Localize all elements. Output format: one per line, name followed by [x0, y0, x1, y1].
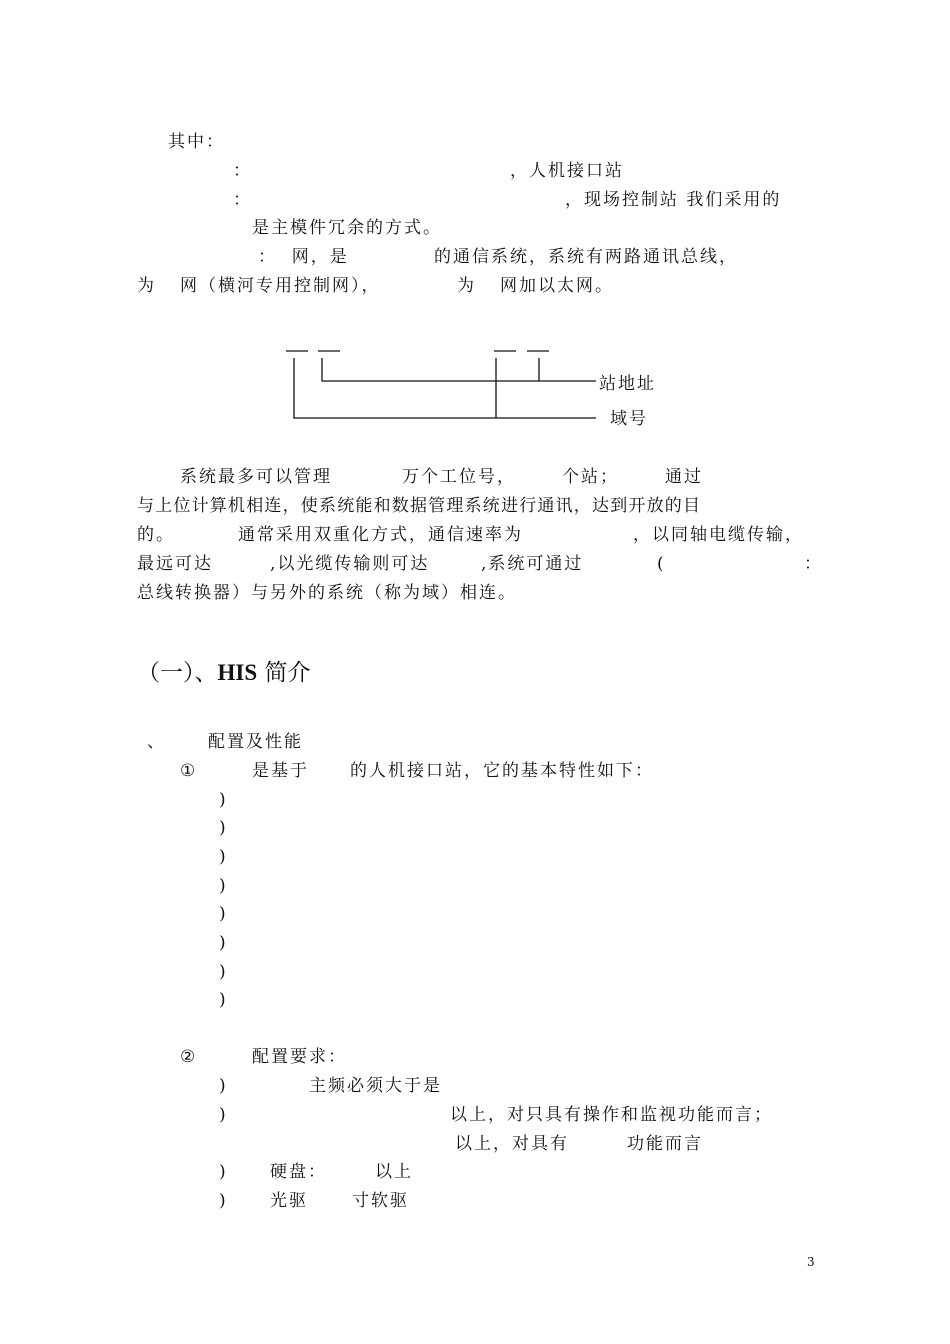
- sub1-paren-4: ): [219, 876, 228, 896]
- sub2-r5-b: 寸软驱: [352, 1191, 409, 1211]
- sub1-mark: 、: [147, 732, 166, 752]
- intro-line-6a: 为: [137, 276, 156, 296]
- intro-line-6b: 网（横河专用控制网），: [180, 276, 381, 296]
- intro-line-3-colon: ：: [233, 190, 252, 210]
- para2-e: 总线转换器）与另外的系统（称为域）相连。: [137, 583, 517, 603]
- intro-line-5b: 的通信系统，系统有两路通讯总线，: [434, 247, 738, 267]
- section-heading: [137, 659, 310, 687]
- sub2-r1-paren: ): [219, 1076, 228, 1096]
- sub2-r5-paren: ): [219, 1191, 228, 1211]
- sub2-r1-text: 主频必须大于是: [309, 1076, 442, 1096]
- intro-line-3-text: ，现场控制站 我们采用的: [565, 190, 782, 210]
- intro-line-2-colon: ：: [233, 161, 252, 181]
- sub1-item-a: 是基于: [252, 761, 309, 781]
- sub2-r5-a: 光驱: [270, 1191, 308, 1211]
- domain-bracket-line: [294, 358, 596, 418]
- para2-a4: 通过: [665, 467, 703, 487]
- sub1-item-b: 的人机接口站，它的基本特性如下：: [350, 761, 654, 781]
- para2-d4: (: [657, 554, 666, 574]
- para2-c1: 的。: [137, 525, 175, 545]
- domain-number-label: 域号: [610, 409, 648, 429]
- intro-line-6c: 为: [457, 276, 476, 296]
- sub1-paren-6: ): [219, 933, 228, 953]
- intro-line-2-text: ，人机接口站: [510, 161, 624, 181]
- para2-a3: 个站；: [562, 467, 619, 487]
- sub1-paren-2: ): [219, 818, 228, 838]
- section-suffix: 简介: [257, 660, 311, 686]
- station-address-label: 站地址: [599, 374, 656, 394]
- sub1-paren-8: ): [219, 990, 228, 1010]
- sub2-r3-text2: 功能而言: [627, 1134, 703, 1154]
- sub2-r2-paren: ): [219, 1105, 228, 1125]
- intro-line-5a: ： 网，是: [258, 247, 349, 267]
- sub1-paren-1: ): [219, 790, 228, 810]
- section-bold: HIS: [217, 660, 258, 685]
- section-prefix: （一）、: [137, 660, 218, 686]
- sub2-r4-a: 硬盘：: [270, 1162, 327, 1182]
- sub2-r4-b: 以上: [375, 1162, 413, 1182]
- sub1-title: 配置及性能: [208, 732, 303, 752]
- sub2-r4-paren: ): [219, 1162, 228, 1182]
- intro-line-6d: 网加以太网。: [500, 276, 614, 296]
- sub2-r2-text: 以上，对只具有操作和监视功能而言；: [450, 1105, 773, 1125]
- para2-d2: ,以光缆传输则可达: [270, 554, 430, 574]
- para2-a1: 系统最多可以管理: [180, 467, 332, 487]
- sub1-paren-3: ): [219, 847, 228, 867]
- sub1-paren-5: ): [219, 904, 228, 924]
- para2-d1: 最远可达: [137, 554, 213, 574]
- sub2-title: 配置要求：: [252, 1047, 347, 1067]
- page-number: 3: [807, 1255, 815, 1269]
- sub2-r3-text: 以上，对具有: [455, 1134, 569, 1154]
- intro-line-4: 是主模件冗余的方式。: [252, 218, 442, 238]
- para2-c3: ，以同轴电缆传输，: [633, 525, 804, 545]
- para2-c2: 通常采用双重化方式，通信速率为: [238, 525, 523, 545]
- para2-b: 与上位计算机相连，使系统能和数据管理系统进行通讯，达到开放的目: [137, 496, 702, 516]
- para2-a2: 万个工位号，: [402, 467, 516, 487]
- para2-d5: ：: [804, 554, 823, 574]
- sub1-item-number: ①: [180, 761, 198, 781]
- para2-d3: ,系统可通过: [481, 554, 584, 574]
- sub1-paren-7: ): [219, 962, 228, 982]
- station-bracket-line: [322, 358, 596, 381]
- sub2-item-number: ②: [180, 1047, 198, 1067]
- intro-line-1: 其中：: [168, 132, 225, 152]
